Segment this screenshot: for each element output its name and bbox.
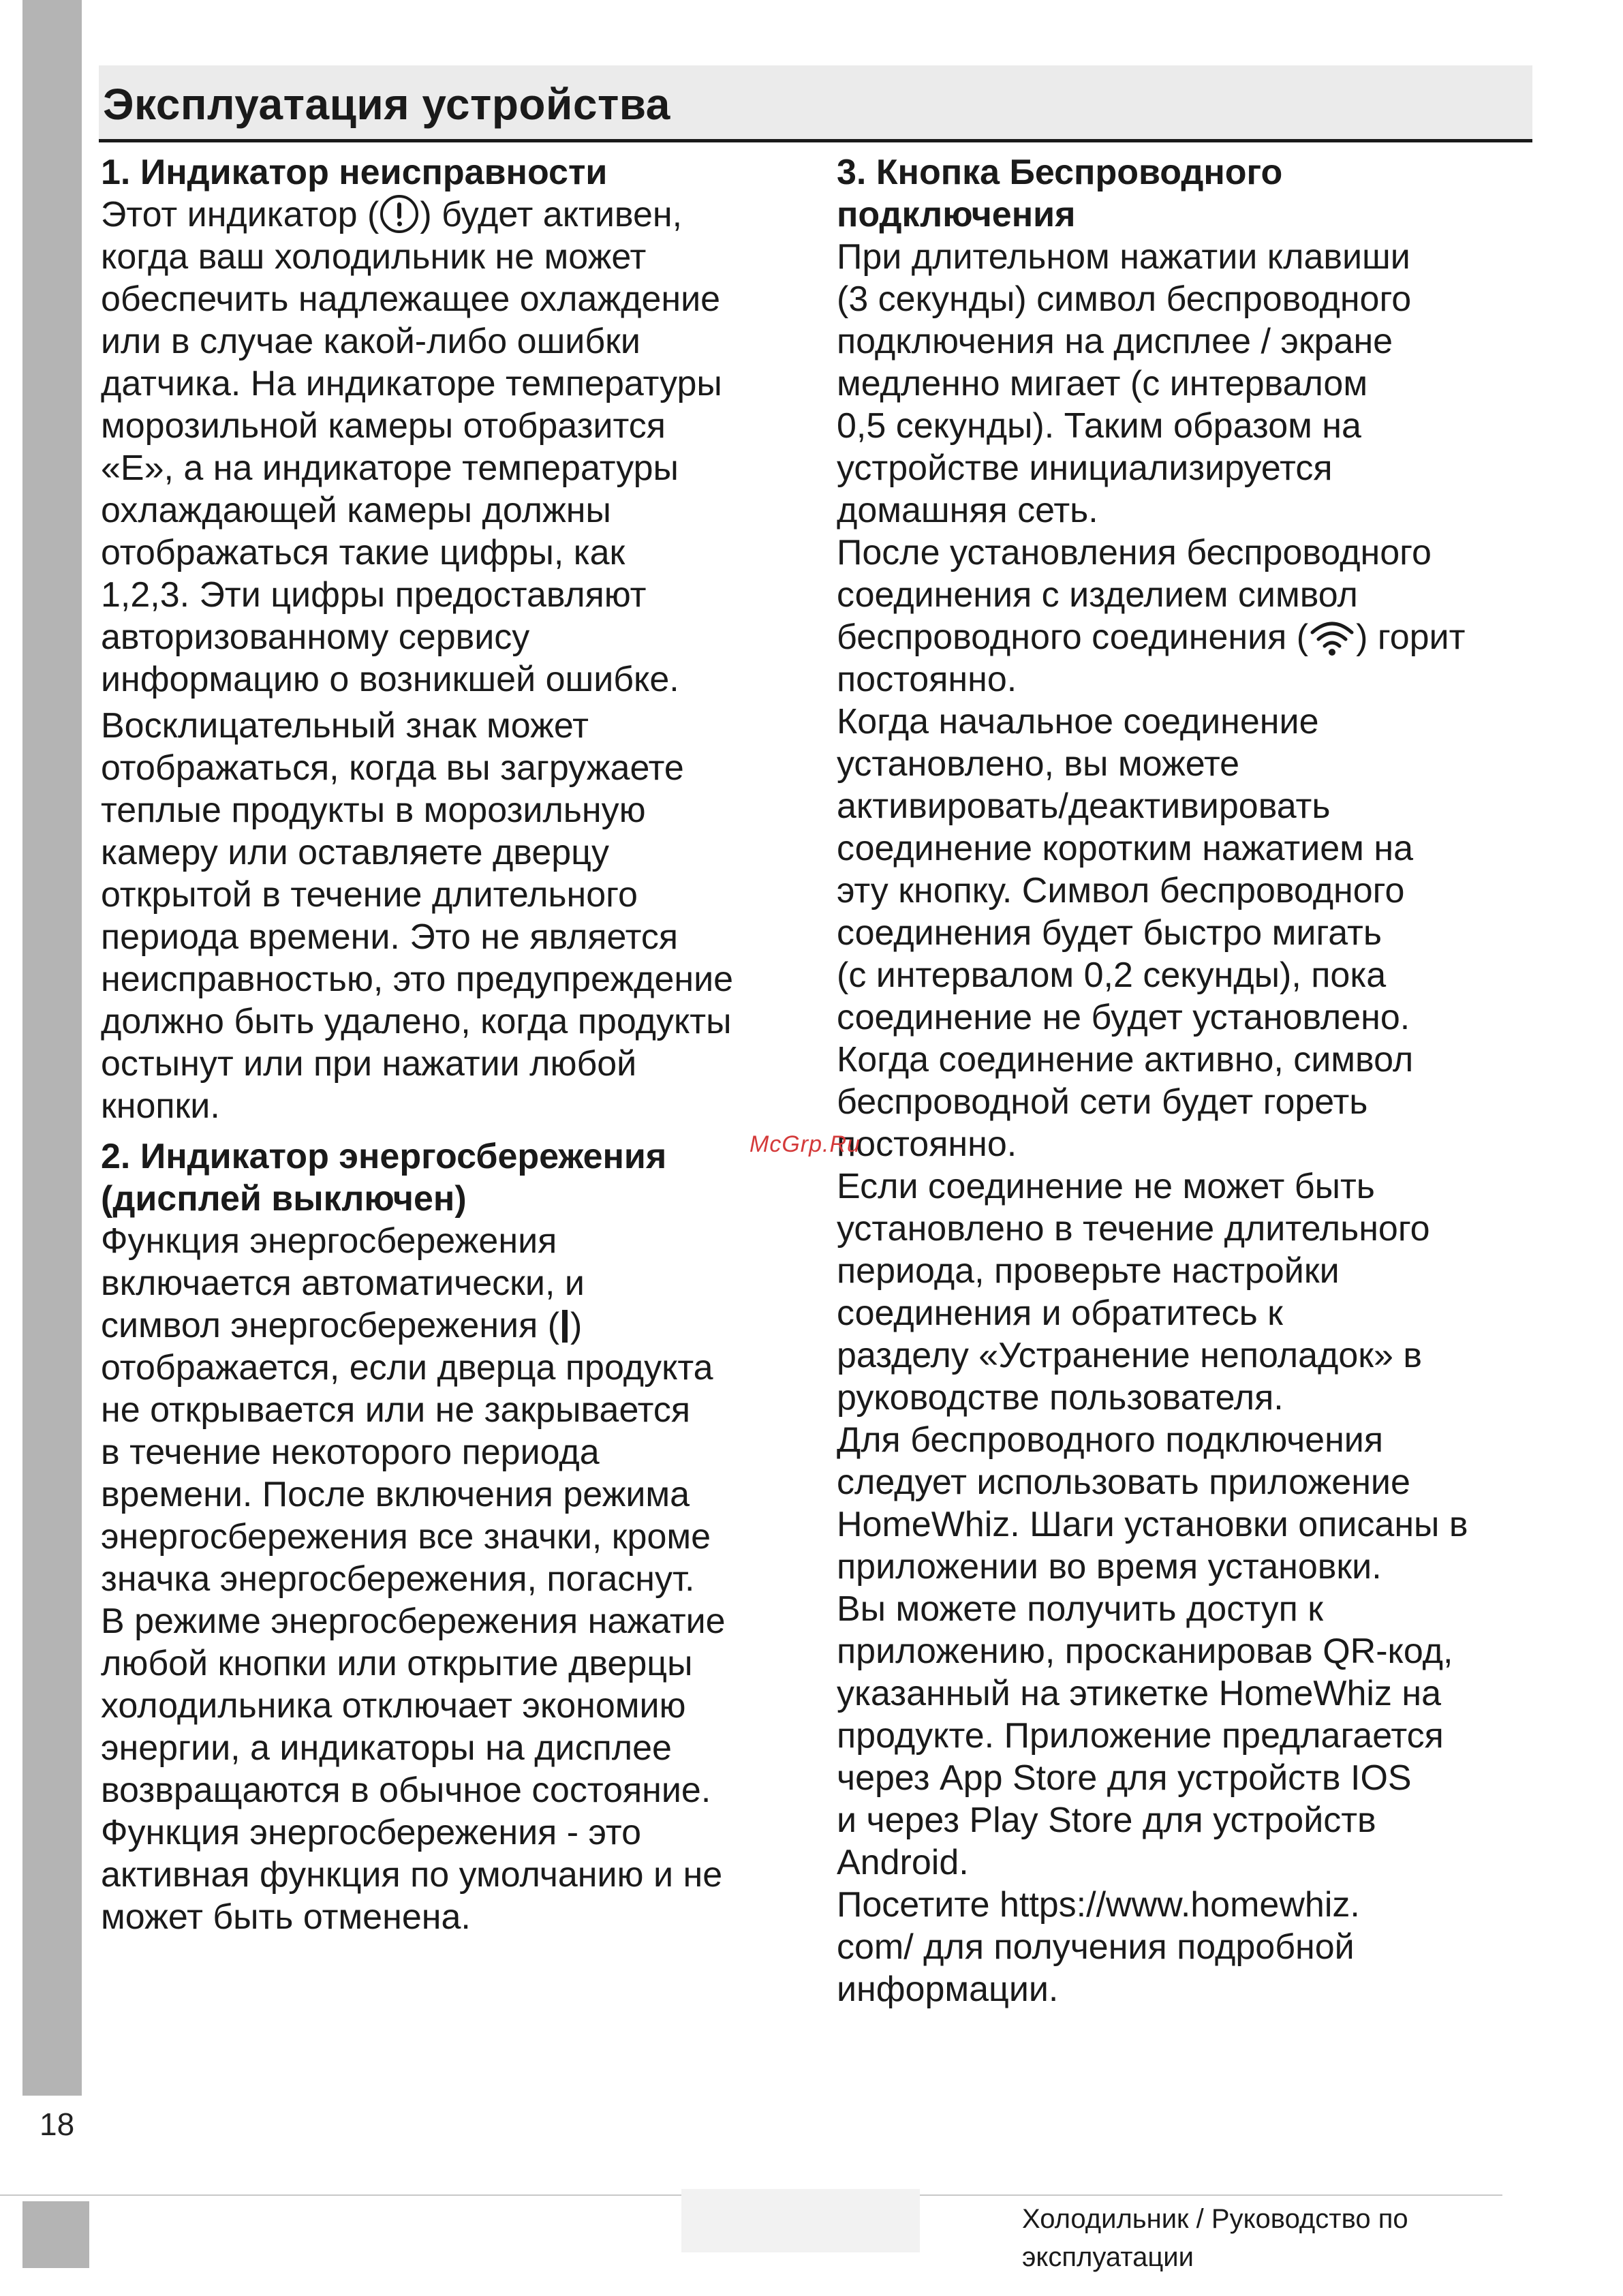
paragraph-line: беспроводной сети будет гореть [837, 1082, 1368, 1122]
paragraph-line: Когда начальное соединение [837, 702, 1319, 741]
paragraph-line: разделу «Устранение неполадок» в [837, 1336, 1423, 1375]
paragraph-line: руководстве пользователя. [837, 1378, 1284, 1418]
paragraph-line: В режиме энергосбережения нажатие [101, 1602, 726, 1641]
paragraph-line: com/ для получения подробной [837, 1927, 1355, 1967]
paragraph-line: или в случае какой-либо ошибки [101, 322, 640, 361]
paragraph-line: морозильной камеры отобразится [101, 406, 666, 446]
paragraph-line: Посетите https://www.homewhiz. [837, 1885, 1360, 1925]
footer-box [681, 2189, 920, 2252]
paragraph-line: (с интервалом 0,2 секунды), пока [837, 955, 1387, 995]
paragraph-line: теплые продукты в морозильную [101, 791, 646, 830]
section-3-paragraph [837, 236, 1545, 2010]
text-fragment: беспроводного соединения ( [837, 617, 1309, 657]
page-number: 18 [40, 2107, 75, 2142]
wireless-icon [1308, 619, 1356, 657]
paragraph-line: обеспечить надлежащее охлаждение [101, 279, 721, 319]
paragraph-line: После установления беспроводного [837, 533, 1432, 572]
heading-line: подключения [837, 195, 1076, 234]
fault-indicator-icon [380, 195, 418, 233]
paragraph-line: соединения будет быстро мигать [837, 913, 1382, 953]
paragraph-line: эту кнопку. Символ беспроводного [837, 871, 1405, 910]
watermark: McGrp.Ru [749, 1131, 861, 1157]
paragraph-line: соединения и обратитесь к [837, 1294, 1283, 1333]
paragraph-line: энергии, а индикаторы на дисплее [101, 1728, 672, 1768]
paragraph-line: Android. [837, 1843, 969, 1882]
paragraph-line [837, 616, 1545, 658]
paragraph-line: Для беспроводного подключения [837, 1420, 1384, 1460]
paragraph-line: активная функция по умолчанию и не [101, 1855, 723, 1895]
paragraph-line: не открывается или не закрывается [101, 1390, 691, 1430]
paragraph-line: остынут или при нажатии любой [101, 1044, 637, 1084]
paragraph-line: в течение некоторого периода [101, 1433, 600, 1472]
right-column [837, 151, 1545, 2010]
page-title: Эксплуатация устройства [103, 80, 670, 129]
text-fragment: ) горит [1356, 617, 1466, 657]
text-fragment: Этот индикатор ( [101, 195, 380, 234]
paragraph-line: постоянно. [837, 660, 1017, 699]
footer-line: эксплуатации [1022, 2242, 1194, 2272]
footer-marker [22, 2201, 89, 2268]
header-band [99, 65, 1532, 142]
spacer [101, 1127, 809, 1135]
paragraph-line: (3 секунды) символ беспроводного [837, 279, 1412, 319]
paragraph-line: «E», а на индикаторе температуры [101, 448, 679, 488]
paragraph-line: авторизованному сервису [101, 617, 530, 657]
paragraph-line: установлено, вы можете [837, 744, 1240, 784]
footer-line: Холодильник / Руководство по [1022, 2204, 1408, 2234]
paragraph-line: отображаться такие цифры, как [101, 533, 625, 572]
paragraph-line: 1,2,3. Эти цифры предоставляют [101, 575, 647, 615]
paragraph-line: домашняя сеть. [837, 491, 1098, 530]
paragraph-line: охлаждающей камеры должны [101, 491, 611, 530]
section-3-heading [837, 151, 1545, 236]
paragraph-line: отображается, если дверца продукта [101, 1348, 713, 1388]
text-fragment: ) будет активен, [420, 195, 683, 234]
section-1-paragraph-2 [101, 705, 809, 1127]
paragraph-line: активировать/деактивировать [837, 786, 1331, 826]
paragraph-line: HomeWhiz. Шаги установки описаны в [837, 1505, 1468, 1544]
paragraph-line: кнопки. [101, 1086, 220, 1126]
paragraph-line: возвращаются в обычное состояние. [101, 1771, 711, 1810]
paragraph-line: медленно мигает (с интервалом [837, 364, 1368, 403]
section-1-paragraph-1 [101, 194, 809, 701]
paragraph-line: холодильника отключает экономию [101, 1686, 686, 1726]
heading-line: 2. Индикатор энергосбережения [101, 1137, 667, 1176]
paragraph-line: информации. [837, 1970, 1059, 2009]
paragraph-line: соединения с изделием символ [837, 575, 1358, 615]
section-2-heading [101, 1135, 809, 1220]
paragraph-line: Если соединение не может быть [837, 1167, 1375, 1206]
paragraph-line: Восклицательный знак может [101, 706, 589, 746]
paragraph-line: отображаться, когда вы загружаете [101, 748, 684, 788]
paragraph-line: неисправностью, это предупреждение [101, 960, 734, 999]
paragraph-line: датчика. На индикаторе температуры [101, 364, 722, 403]
paragraph-line: энергосбережения все значки, кроме [101, 1517, 711, 1557]
paragraph-line: времени. После включения режима [101, 1475, 690, 1514]
heading-line: 3. Кнопка Беспроводного [837, 153, 1283, 192]
paragraph-line: и через Play Store для устройств [837, 1801, 1376, 1840]
section-1-heading: 1. Индикатор неисправности [101, 153, 608, 192]
paragraph-line: Функция энергосбережения - это [101, 1813, 642, 1852]
left-column [101, 151, 809, 1938]
paragraph-line: Функция энергосбережения [101, 1221, 557, 1261]
paragraph-line: периода, проверьте настройки [837, 1251, 1340, 1291]
paragraph-line: следует использовать приложение [837, 1463, 1410, 1502]
paragraph-line: должно быть удалено, когда продукты [101, 1002, 732, 1041]
heading-line: (дисплей выключен) [101, 1179, 467, 1219]
paragraph-line: может быть отменена. [101, 1897, 471, 1937]
side-bar [22, 0, 82, 2096]
paragraph-line: любой кнопки или открытие дверцы [101, 1644, 693, 1683]
paragraph-line: 0,5 секунды). Таким образом на [837, 406, 1361, 446]
paragraph-line: значка энергосбережения, погаснут. [101, 1559, 695, 1599]
energy-saving-icon [562, 1310, 568, 1343]
section-2-paragraph [101, 1220, 809, 1938]
paragraph-line: продукте. Приложение предлагается [837, 1716, 1444, 1756]
paragraph-line: приложению, просканировав QR-код, [837, 1632, 1453, 1671]
paragraph-line: информацию о возникшей ошибке. [101, 660, 679, 699]
paragraph-line: подключения на дисплее / экране [837, 322, 1393, 361]
paragraph-line [101, 194, 809, 236]
paragraph-line: соединение не будет установлено. [837, 998, 1410, 1037]
paragraph-line: через App Store для устройств IOS [837, 1758, 1412, 1798]
paragraph-line: установлено в течение длительного [837, 1209, 1430, 1249]
paragraph-line: камеру или оставляете дверцу [101, 833, 609, 872]
paragraph-line: соединение коротким нажатием на [837, 829, 1414, 868]
paragraph-line: постоянно. [837, 1124, 1017, 1164]
paragraph-line [101, 1304, 809, 1347]
text-fragment: ) [570, 1306, 583, 1345]
paragraph-line: приложении во время установки. [837, 1547, 1382, 1587]
paragraph-line: открытой в течение длительного [101, 875, 638, 915]
paragraph-line: Вы можете получить доступ к [837, 1589, 1323, 1629]
paragraph-line: указанный на этикетке HomeWhiz на [837, 1674, 1442, 1713]
paragraph-line: периода времени. Это не является [101, 917, 679, 957]
paragraph-line: устройстве инициализируется [837, 448, 1333, 488]
paragraph-line: когда ваш холодильник не может [101, 237, 647, 277]
text-fragment: символ энергосбережения ( [101, 1306, 560, 1345]
footer-text [1022, 2200, 1408, 2276]
paragraph-line: включается автоматически, и [101, 1264, 585, 1303]
paragraph-line: Когда соединение активно, символ [837, 1040, 1414, 1080]
paragraph-line: При длительном нажатии клавиши [837, 237, 1410, 277]
